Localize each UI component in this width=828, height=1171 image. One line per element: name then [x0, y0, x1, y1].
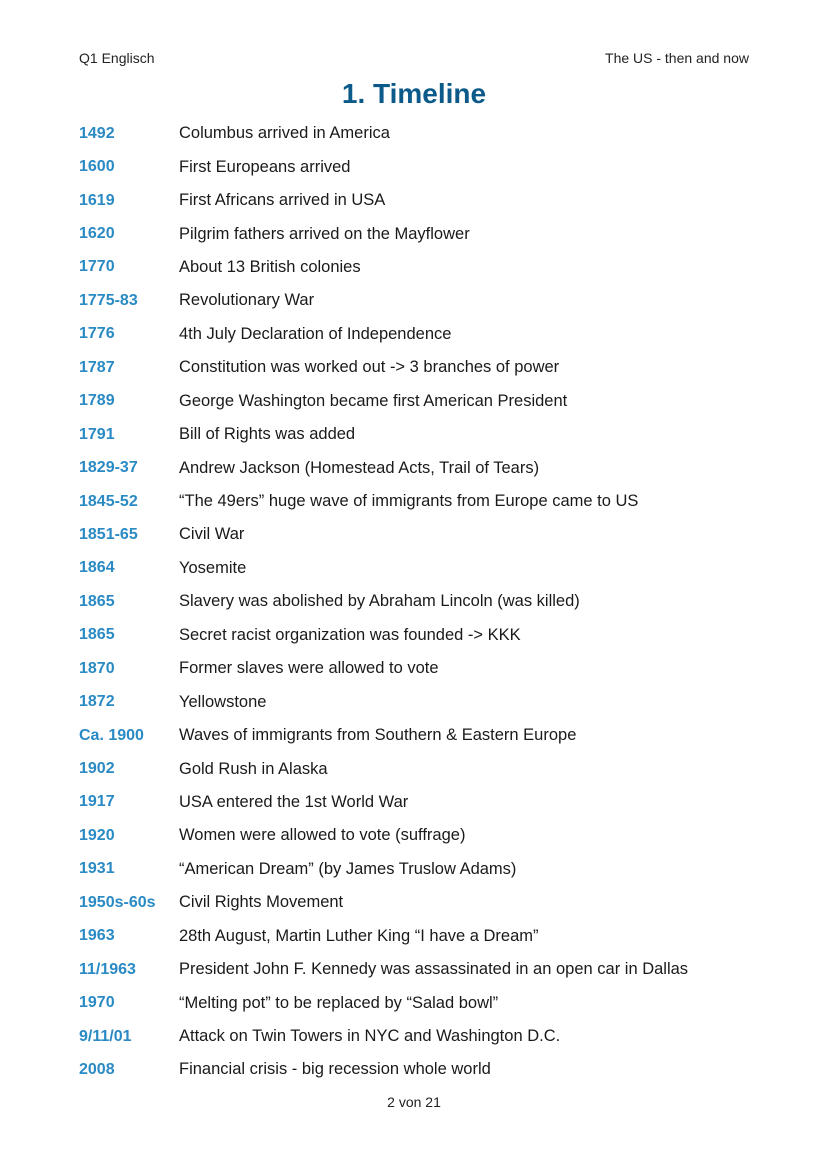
timeline-year: 1917	[79, 793, 115, 811]
timeline-year: 1920	[79, 826, 115, 844]
page-title: 1. Timeline	[341, 78, 487, 109]
timeline-row	[79, 418, 759, 451]
timeline-event: 28th August, Martin Luther King “I have a Dream”	[179, 926, 539, 945]
timeline-year: 1851-65	[79, 525, 138, 543]
timeline-year: 1776	[79, 325, 115, 343]
timeline-event: Constitution was worked out -> 3 branches of power	[179, 358, 560, 377]
header-course: Q1 Englisch	[79, 50, 155, 66]
timeline-event: Women were allowed to vote (suffrage)	[179, 826, 466, 845]
timeline-event: Civil Rights Movement	[179, 893, 344, 912]
timeline-row	[79, 485, 759, 518]
timeline-year: 2008	[79, 1060, 115, 1078]
timeline-year: 1787	[79, 358, 115, 376]
timeline-row	[79, 819, 759, 852]
timeline-year: 1963	[79, 927, 115, 945]
timeline-event: Waves of immigrants from Southern & Eastern Europe	[179, 726, 577, 745]
timeline-event: “The 49ers” huge wave of immigrants from Europe came to US	[179, 492, 639, 511]
timeline-row	[79, 251, 759, 284]
timeline-event: Revolutionary War	[179, 291, 315, 310]
timeline-row	[79, 518, 759, 551]
timeline-year: 1620	[79, 225, 115, 243]
timeline-year: 11/1963	[79, 960, 136, 978]
timeline-row	[79, 184, 759, 217]
timeline-year: 1865	[79, 592, 115, 610]
timeline-row	[79, 719, 759, 752]
timeline-event: Bill of Rights was added	[179, 425, 356, 444]
timeline-event: First Europeans arrived	[179, 157, 351, 176]
timeline-row	[79, 685, 759, 718]
timeline-event: “Melting pot” to be replaced by “Salad bowl”	[179, 993, 499, 1012]
timeline-event: Secret racist organization was founded -> KKK	[179, 625, 521, 644]
timeline-row	[79, 619, 759, 652]
timeline-event: Gold Rush in Alaska	[179, 759, 328, 778]
timeline-row	[79, 451, 759, 484]
timeline-year: 1845-52	[79, 492, 138, 510]
timeline-row	[79, 1053, 759, 1086]
timeline-year: 1789	[79, 392, 115, 410]
timeline-event: About 13 British colonies	[179, 257, 361, 276]
timeline-event: USA entered the 1st World War	[179, 792, 409, 811]
timeline-row	[79, 886, 759, 919]
timeline-year: 1931	[79, 860, 115, 878]
timeline-year: 1492	[79, 124, 115, 142]
timeline-row	[79, 117, 759, 150]
timeline-year: 1865	[79, 626, 115, 644]
timeline-row	[79, 920, 759, 953]
timeline-event: First Africans arrived in USA	[179, 191, 386, 210]
timeline-year: 1619	[79, 191, 115, 209]
timeline-year: 1775-83	[79, 291, 138, 309]
timeline-year: 1829-37	[79, 459, 138, 477]
timeline-year: 1970	[79, 994, 115, 1012]
timeline-event: “American Dream” (by James Truslow Adams)	[179, 859, 517, 878]
timeline-year: 1870	[79, 659, 115, 677]
timeline-year: Ca. 1900	[79, 726, 144, 744]
timeline-row	[79, 284, 759, 317]
timeline-row	[79, 652, 759, 685]
timeline-year: 1872	[79, 693, 115, 711]
timeline-event: Attack on Twin Towers in NYC and Washington D.C.	[179, 1027, 561, 1046]
timeline-event: Andrew Jackson (Homestead Acts, Trail of Tears)	[179, 458, 540, 477]
timeline-year: 1950s-60s	[79, 893, 156, 911]
timeline-event: Civil War	[179, 525, 245, 544]
header-topic: The US - then and now	[605, 50, 749, 66]
timeline-row	[79, 351, 759, 384]
timeline-year: 1791	[79, 425, 115, 443]
timeline-row	[79, 853, 759, 886]
timeline-row	[79, 953, 759, 986]
timeline-row	[79, 552, 759, 585]
timeline-event: 4th July Declaration of Independence	[179, 324, 452, 343]
timeline-year: 9/11/01	[79, 1027, 132, 1045]
timeline-event: Financial crisis - big recession whole world	[179, 1060, 491, 1079]
timeline-row	[79, 1020, 759, 1053]
timeline-list	[79, 117, 759, 1087]
timeline-event: Former slaves were allowed to vote	[179, 659, 439, 678]
timeline-event: Columbus arrived in America	[179, 124, 390, 143]
timeline-row	[79, 385, 759, 418]
timeline-year: 1902	[79, 760, 115, 778]
timeline-row	[79, 150, 759, 183]
page-number: 2 von 21	[387, 1094, 441, 1110]
timeline-row	[79, 318, 759, 351]
timeline-row	[79, 986, 759, 1019]
timeline-row	[79, 786, 759, 819]
timeline-row	[79, 752, 759, 785]
timeline-event: George Washington became first American President	[179, 391, 568, 410]
timeline-event: Pilgrim fathers arrived on the Mayflower	[179, 224, 470, 243]
timeline-row	[79, 217, 759, 250]
timeline-year: 1600	[79, 158, 115, 176]
timeline-year: 1770	[79, 258, 115, 276]
timeline-row	[79, 585, 759, 618]
timeline-year: 1864	[79, 559, 115, 577]
timeline-event: Yosemite	[179, 558, 247, 577]
timeline-event: Slavery was abolished by Abraham Lincoln (was killed)	[179, 592, 580, 611]
timeline-event: President John F. Kennedy was assassinated in an open car in Dallas	[179, 960, 689, 979]
timeline-event: Yellowstone	[179, 692, 267, 711]
